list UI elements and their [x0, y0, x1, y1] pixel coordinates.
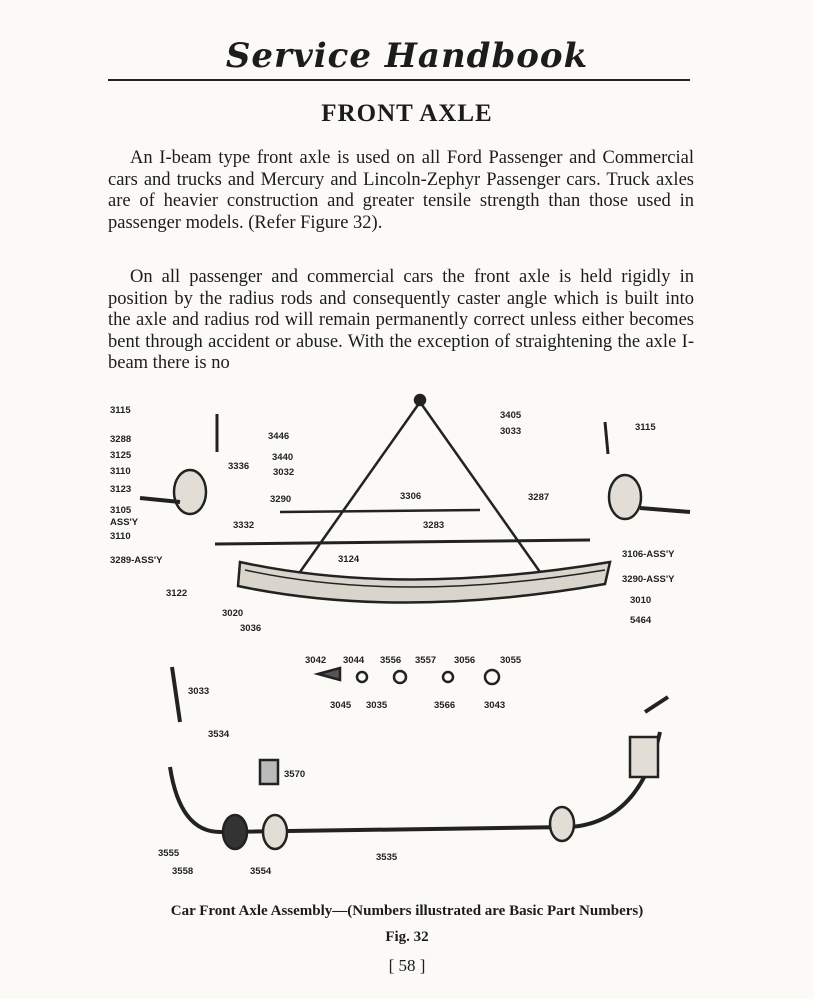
part-label: 3336 — [228, 461, 250, 472]
part-label: 3288 — [110, 434, 132, 445]
part-label: 3535 — [376, 852, 398, 863]
figure-number: Fig. 32 — [385, 929, 429, 945]
part-label: 3555 — [158, 848, 180, 859]
page-number: [ 58 ] — [388, 956, 426, 975]
part-label: 3115 — [110, 405, 131, 416]
part-label: 3105 — [110, 505, 132, 516]
part-label: 3306 — [400, 491, 422, 502]
part-label: ASS'Y — [110, 517, 139, 528]
part-label: 3106-ASS'Y — [622, 549, 675, 560]
part-label: 3332 — [233, 520, 255, 531]
part-label: 3446 — [268, 431, 290, 442]
part-label: 3033 — [188, 686, 210, 697]
part-label: 3020 — [222, 608, 244, 619]
part-label: 3570 — [284, 769, 306, 780]
part-label: 3035 — [366, 700, 388, 711]
part-label: 3122 — [166, 588, 188, 599]
part-label: 3056 — [454, 655, 476, 666]
part-label: 3289-ASS'Y — [110, 555, 163, 566]
part-label: 3044 — [343, 655, 365, 666]
part-label: 3045 — [330, 700, 352, 711]
running-header: Service Handbook — [225, 36, 589, 76]
part-label: 3556 — [380, 655, 402, 666]
paragraph: An I-beam type front axle is used on all Ford Passenger and Commercial cars and trucks and Mercury and Lincoln-Zephyr Passenger cars. Truck axles are of heavier construction and greater tensile strength than those used in passenger models. (Refer Figure 32). — [108, 148, 694, 233]
part-label: 3110 — [110, 466, 131, 477]
part-label: 3123 — [110, 484, 132, 495]
part-label: 5464 — [630, 615, 652, 626]
part-label: 3124 — [338, 554, 360, 565]
part-label: 3043 — [484, 700, 506, 711]
part-label: 3055 — [500, 655, 522, 666]
page-title: FRONT AXLE — [321, 100, 493, 127]
part-label: 3557 — [415, 655, 437, 666]
part-label: 3534 — [208, 729, 230, 740]
part-label: 3290-ASS'Y — [622, 574, 675, 585]
paragraph: On all passenger and commercial cars the front axle is held rigidly in position by the radius rods and consequently caster angle which is built into the axle and radius rod will remain permanently correct unless either becomes bent through accident or abuse. With the exception of straightening the axle I-beam there is no — [108, 267, 694, 373]
part-label: 3115 — [635, 422, 656, 433]
part-label: 3566 — [434, 700, 456, 711]
part-label: 3405 — [500, 410, 522, 421]
part-label: 3440 — [272, 452, 294, 463]
part-label: 3125 — [110, 450, 132, 461]
part-label: 3010 — [630, 595, 652, 606]
axle-assembly-illustration — [100, 392, 715, 897]
part-label: 3110 — [110, 531, 131, 542]
part-label: 3036 — [240, 623, 262, 634]
part-label: 3290 — [270, 494, 292, 505]
part-label: 3042 — [305, 655, 327, 666]
part-label: 3287 — [528, 492, 550, 503]
part-label: 3554 — [250, 866, 272, 877]
part-label: 3032 — [273, 467, 295, 478]
part-label: 3033 — [500, 426, 522, 437]
figure-caption: Car Front Axle Assembly—(Numbers illustrated are Basic Part Numbers) — [170, 903, 644, 919]
header-rule — [108, 79, 690, 81]
part-label: 3558 — [172, 866, 194, 877]
part-label: 3283 — [423, 520, 445, 531]
